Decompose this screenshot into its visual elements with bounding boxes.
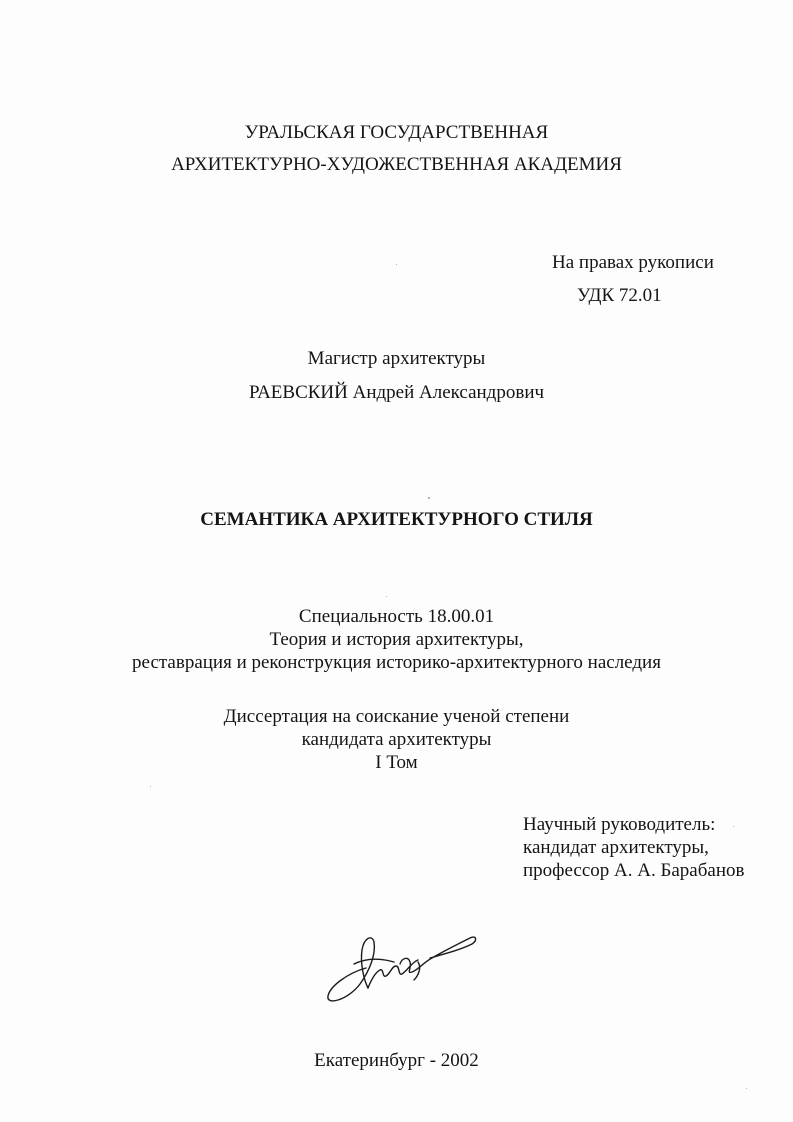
supervisor-label: Научный руководитель: — [523, 814, 716, 835]
scan-speck — [428, 497, 430, 499]
dissertation-title: СЕМАНТИКА АРХИТЕКТУРНОГО СТИЛЯ — [200, 509, 593, 530]
specialty-code: Специальность 18.00.01 — [298, 606, 495, 627]
scan-speck — [396, 264, 397, 265]
udc-code: УДК 72.01 — [577, 285, 662, 306]
dissertation-line-1: Диссертация на соискание ученой степени — [223, 706, 570, 727]
author-degree: Магистр архитектуры — [307, 348, 486, 369]
scan-speck — [386, 596, 387, 597]
scan-speck — [733, 826, 734, 827]
handwritten-signature — [318, 918, 483, 1008]
supervisor-name: профессор А. А. Барабанов — [523, 860, 745, 881]
specialty-line-2: реставрация и реконструкция историко-архитектурного наследия — [132, 652, 661, 673]
supervisor-degree: кандидат архитектуры, — [523, 837, 709, 858]
specialty-line-1: Теория и история архитектуры, — [269, 629, 524, 650]
author-name: РАЕВСКИЙ Андрей Александрович — [248, 382, 545, 403]
manuscript-rights: На правах рукописи — [552, 252, 714, 273]
scan-speck — [150, 786, 151, 787]
place-and-year: Екатеринбург - 2002 — [314, 1050, 479, 1071]
dissertation-line-2: кандидата архитектуры — [301, 729, 492, 750]
institution-line-1: УРАЛЬСКАЯ ГОСУДАРСТВЕННАЯ — [244, 122, 549, 143]
volume-label: I Том — [375, 752, 418, 773]
scan-speck — [746, 1088, 747, 1089]
institution-line-2: АРХИТЕКТУРНО-ХУДОЖЕСТВЕННАЯ АКАДЕМИЯ — [171, 154, 622, 175]
